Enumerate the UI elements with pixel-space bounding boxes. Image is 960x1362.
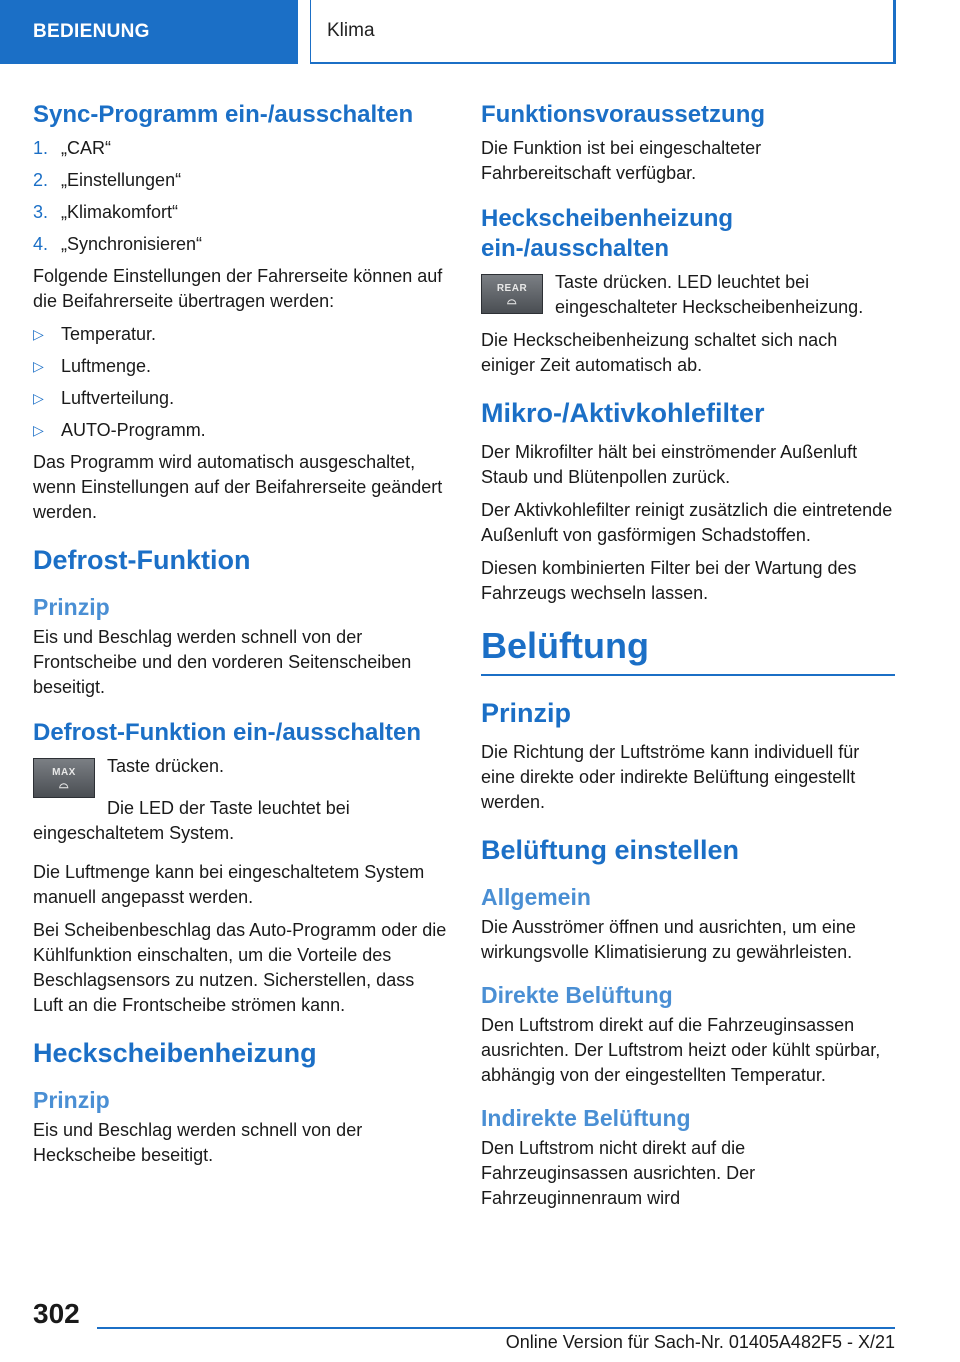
list-item: ▷ Luftmenge. xyxy=(33,354,447,379)
rear-prinzip-text: Eis und Beschlag werden schnell von der Heckscheibe beseitigt. xyxy=(33,1120,363,1165)
windshield-heat-icon: ⌓ xyxy=(59,776,69,791)
defrost-prinzip-heading: Prinzip xyxy=(33,594,110,620)
chapter-tab xyxy=(310,0,896,64)
list-item: ▷ AUTO-Programm. xyxy=(33,418,447,443)
list-item: 3. „Klimakomfort“ xyxy=(33,202,179,222)
defrost-led: Die LED der Taste leuchtet bei eingeschaltetem System. xyxy=(33,798,350,843)
filter-p3: Diesen kombinierten Filter bei der Wartung des Fahrzeugs wechseln lassen. xyxy=(481,558,857,603)
triangle-bullet-icon: ▷ xyxy=(33,358,44,374)
filter-heading: Mikro-/Aktivkohlefilter xyxy=(481,398,765,428)
sync-steps xyxy=(33,136,447,257)
list-item: ▷ Temperatur. xyxy=(33,322,447,347)
triangle-bullet-icon: ▷ xyxy=(33,422,44,438)
footer-version: Online Version für Sach-Nr. 01405A482F5 - X/21 xyxy=(505,1332,895,1352)
sync-heading: Sync-Programm ein-/ausschalten xyxy=(33,101,414,128)
list-item: ▷ Luftverteilung. xyxy=(33,386,447,411)
defrost-button-row xyxy=(33,754,447,796)
func-text: Die Funktion ist bei eingeschalteter Fahrbereitschaft verfügbar. xyxy=(481,138,762,183)
vent-heading: Belüftung xyxy=(481,624,895,676)
rear-switch-heading: Heckscheibenheizung ein-/ausschalten xyxy=(481,205,734,262)
right-column xyxy=(481,100,895,1219)
defrost-press: Taste drücken. xyxy=(107,756,225,776)
vent-set-heading: Belüftung einstellen xyxy=(481,835,740,865)
rear-heading: Heckscheibenheizung xyxy=(33,1038,317,1068)
rear-press: Taste drücken. LED leuchtet bei eingeschalteter Heckscheibenheizung. xyxy=(555,272,864,317)
triangle-bullet-icon: ▷ xyxy=(33,390,44,406)
indirect-text: Den Luftstrom nicht direkt auf die Fahrzeuginsassen ausrichten. Der Fahrzeuginnenraum wird xyxy=(481,1138,756,1208)
section-tab xyxy=(0,0,298,64)
allg-text: Die Ausströmer öffnen und ausrichten, um eine wirkungsvolle Klimatisierung zu gewährleisten. xyxy=(481,917,856,962)
rear-defrost-button-icon: REAR ⌓ xyxy=(481,274,543,314)
list-item: 1. „CAR“ xyxy=(33,138,111,158)
indirect-heading: Indirekte Belüftung xyxy=(481,1105,691,1131)
defrost-heading: Defrost-Funktion xyxy=(33,545,251,575)
vent-prinzip-text: Die Richtung der Luftströme kann individuell für eine direkte oder indirekte Belüftung eingestellt werden. xyxy=(481,742,860,812)
defrost-prinzip-text: Eis und Beschlag werden schnell von der Frontscheibe und den vorderen Seitenscheiben beseitigt. xyxy=(33,627,412,697)
sync-note: Das Programm wird automatisch ausgeschaltet, wenn Einstellungen auf der Beifahrerseite geändert werden. xyxy=(33,452,443,522)
triangle-bullet-icon: ▷ xyxy=(33,326,44,342)
page-number: 302 xyxy=(33,1298,80,1329)
sync-intro: Folgende Einstellungen der Fahrerseite können auf die Beifahrerseite übertragen werden: xyxy=(33,266,443,311)
filter-p1: Der Mikrofilter hält bei einströmender Außenluft Staub und Blütenpollen zurück. xyxy=(481,442,858,487)
defrost-switch-heading: Defrost-Funktion ein-/ausschalten xyxy=(33,719,422,746)
rear-auto: Die Heckscheibenheizung schaltet sich nach einiger Zeit automatisch ab. xyxy=(481,330,838,375)
defrost-max-button-icon: MAX ⌓ xyxy=(33,758,95,798)
defrost-p1: Die Luftmenge kann bei eingeschaltetem System manuell angepasst werden. xyxy=(33,862,425,907)
left-column xyxy=(33,100,447,1176)
vent-prinzip-heading: Prinzip xyxy=(481,698,572,728)
chapter-title: Klima xyxy=(327,20,375,41)
rear-prinzip-heading: Prinzip xyxy=(33,1087,110,1113)
list-item: 2. „Einstellungen“ xyxy=(33,170,182,190)
defrost-p2: Bei Scheibenbeschlag das Auto-Programm oder die Kühlfunktion einschalten, um die Vorteile des Beschlagsensors zu nutzen. Sicherstellen, dass Luft an die Frontscheibe strömen kann. xyxy=(33,920,447,1015)
sync-items xyxy=(33,322,447,443)
func-heading: Funktionsvoraussetzung xyxy=(481,101,766,128)
list-item: 4. „Synchronisieren“ xyxy=(33,234,203,254)
section-title: BEDIENUNG xyxy=(33,21,150,42)
filter-p2: Der Aktivkohlefilter reinigt zusätzlich die eintretende Außenluft von gasförmigen Schadstoffen. xyxy=(481,500,893,545)
direct-heading: Direkte Belüftung xyxy=(481,982,673,1008)
direct-text: Den Luftstrom direkt auf die Fahrzeuginsassen ausrichten. Der Luftstrom heizt oder kühlt spürbar, abhängig von der eingestellten Temperatur. xyxy=(481,1015,881,1085)
rear-window-heat-icon: ⌓ xyxy=(507,292,517,307)
allg-heading: Allgemein xyxy=(481,884,591,910)
rear-button-row xyxy=(481,270,895,320)
footer-divider xyxy=(97,1327,895,1329)
